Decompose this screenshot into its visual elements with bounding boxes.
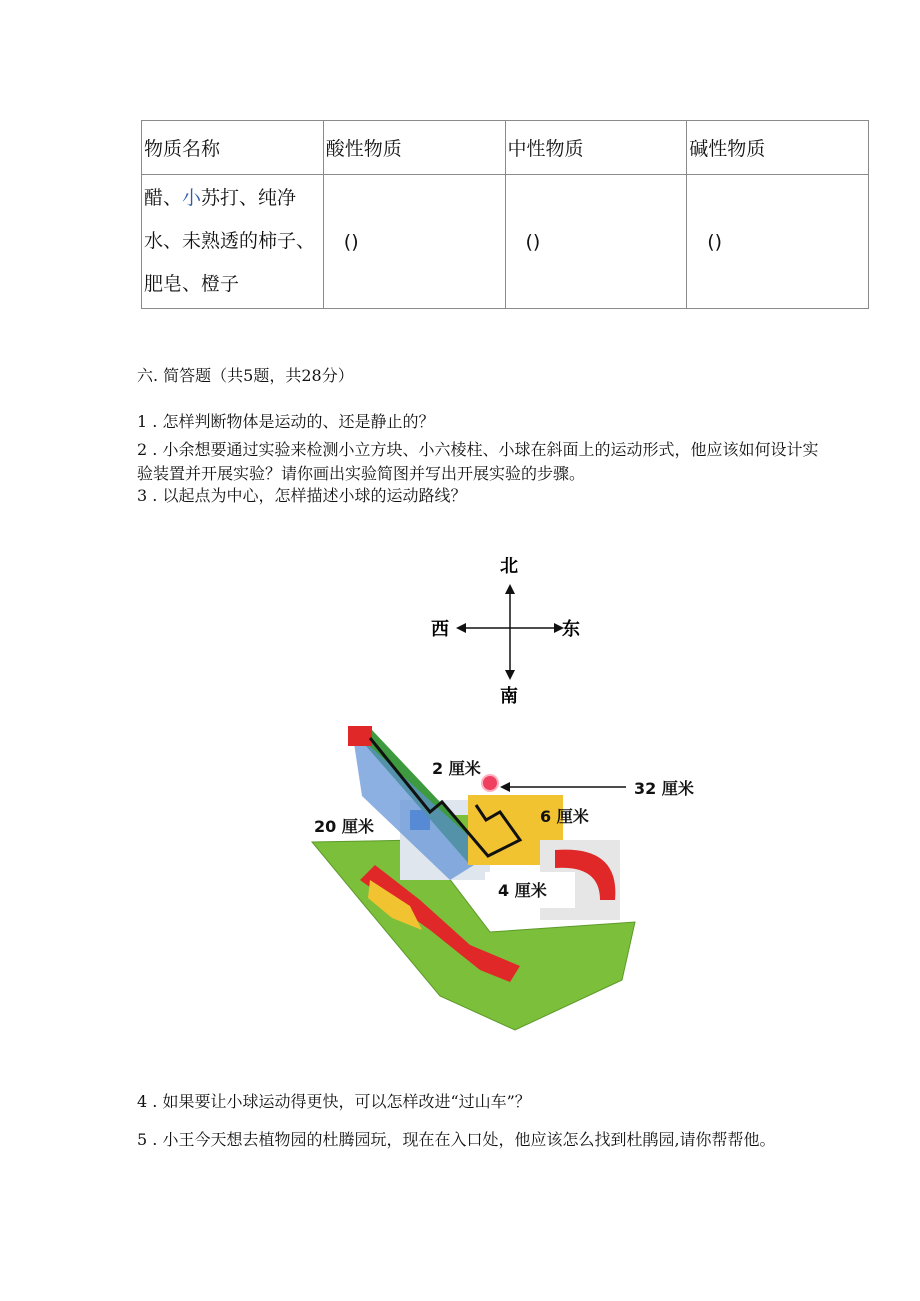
question-2-line2: 验装置并开展实验？请你画出实验简图并写出开展实验的步骤。: [137, 464, 586, 483]
label-2cm: 2 厘米: [432, 759, 481, 778]
compass: [431, 556, 580, 707]
question-3: 3 . 以起点为中心，怎样描述小球的运动路线？: [137, 486, 467, 505]
substance-table: [141, 120, 869, 309]
header-alkaline: 碱性物质: [687, 121, 869, 175]
header-substance-name: 物质名称: [142, 121, 324, 175]
section-title: 六. 简答题（共5题，共28分）: [137, 366, 354, 385]
header-acidic: 酸性物质: [323, 121, 505, 175]
neutral-blank[interactable]: (): [505, 175, 687, 309]
arrow-head: [500, 782, 510, 792]
ball: [482, 775, 498, 791]
question-1: 1 . 怎样判断物体是运动的、还是静止的？: [137, 412, 435, 431]
compass-east: 东: [562, 619, 580, 640]
slope-top-cap: [348, 726, 372, 746]
compass-west: 西: [431, 619, 449, 640]
substance-list: 醋、小苏打、纯净 水、未熟透的柿子、 肥皂、橙子: [142, 175, 324, 309]
question-4: 4 . 如果要让小球运动得更快，可以怎样改进“过山车”？: [137, 1092, 531, 1111]
label-6cm: 6 厘米: [540, 807, 589, 826]
question-5: 5 . 小王今天想去植物园的杜腾园玩，现在在入口处，他应该怎么找到杜鹃园,请你帮帮他。: [137, 1130, 776, 1149]
label-20cm: 20 厘米: [314, 817, 374, 836]
question-2-line1: 2 . 小余想要通过实验来检测小立方块、小六棱柱、小球在斜面上的运动形式，他应该如何设计实: [137, 440, 819, 459]
acidic-blank[interactable]: (): [323, 175, 505, 309]
compass-south: 南: [500, 686, 518, 707]
header-neutral: 中性物质: [505, 121, 687, 175]
label-32cm: 32 厘米: [634, 779, 694, 798]
track-figure: [300, 550, 720, 1050]
compass-north: 北: [500, 556, 518, 577]
label-4cm: 4 厘米: [498, 881, 547, 900]
alkaline-blank[interactable]: (): [687, 175, 869, 309]
